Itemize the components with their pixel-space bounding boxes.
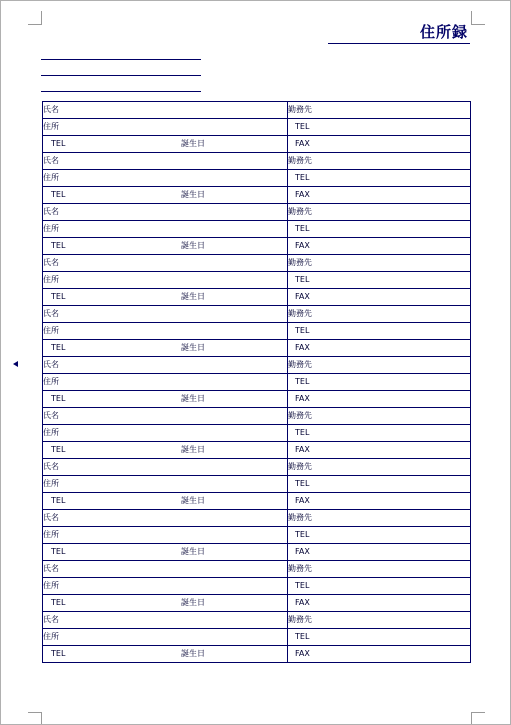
crop-mark-bottom-right-h	[471, 712, 485, 713]
entry-name-row	[43, 306, 471, 323]
entry-address-row	[43, 527, 471, 544]
address-label: 住所	[43, 224, 59, 233]
entry-tel-row	[43, 391, 471, 408]
work-tel-label: TEL	[295, 428, 310, 437]
entry-name-row	[43, 357, 471, 374]
address-label: 住所	[43, 173, 59, 182]
name-cell[interactable]	[43, 408, 288, 425]
fax-cell[interactable]	[288, 493, 471, 510]
birthday-label: 誕生日	[181, 598, 205, 607]
entry-name-row	[43, 204, 471, 221]
fax-cell[interactable]	[288, 391, 471, 408]
address-cell[interactable]	[43, 476, 288, 493]
birthday-label: 誕生日	[181, 343, 205, 352]
workplace-cell[interactable]	[288, 255, 471, 272]
workplace-label: 勤務先	[288, 411, 312, 420]
fax-cell[interactable]	[288, 544, 471, 561]
address-label: 住所	[43, 581, 59, 590]
work-tel-label: TEL	[295, 173, 310, 182]
tel-cell[interactable]	[43, 442, 288, 459]
fax-label: FAX	[295, 496, 310, 505]
name-label: 氏名	[43, 615, 59, 624]
fax-label: FAX	[295, 649, 310, 658]
work-tel-cell[interactable]	[288, 476, 471, 493]
address-label: 住所	[43, 377, 59, 386]
tel-cell[interactable]	[43, 340, 288, 357]
name-label: 氏名	[43, 360, 59, 369]
tel-cell[interactable]	[43, 646, 288, 663]
fax-label: FAX	[295, 292, 310, 301]
address-cell[interactable]	[43, 629, 288, 646]
tel-label: TEL	[51, 292, 66, 301]
entry-name-row	[43, 612, 471, 629]
name-cell[interactable]	[43, 102, 288, 119]
entry-tel-row	[43, 289, 471, 306]
name-cell[interactable]	[43, 306, 288, 323]
workplace-label: 勤務先	[288, 615, 312, 624]
address-book-table	[42, 101, 471, 663]
workplace-cell[interactable]	[288, 510, 471, 527]
workplace-label: 勤務先	[288, 309, 312, 318]
fax-label: FAX	[295, 190, 310, 199]
name-cell[interactable]	[43, 357, 288, 374]
birthday-label: 誕生日	[181, 190, 205, 199]
address-label: 住所	[43, 479, 59, 488]
fax-label: FAX	[295, 241, 310, 250]
workplace-cell[interactable]	[288, 102, 471, 119]
birthday-label: 誕生日	[181, 649, 205, 658]
entry-name-row	[43, 255, 471, 272]
entry-address-row	[43, 323, 471, 340]
tel-label: TEL	[51, 241, 66, 250]
tel-cell[interactable]	[43, 391, 288, 408]
work-tel-label: TEL	[295, 530, 310, 539]
work-tel-label: TEL	[295, 224, 310, 233]
name-label: 氏名	[43, 156, 59, 165]
tel-cell[interactable]	[43, 289, 288, 306]
address-label: 住所	[43, 326, 59, 335]
name-label: 氏名	[43, 105, 59, 114]
workplace-cell[interactable]	[288, 612, 471, 629]
entry-name-row	[43, 459, 471, 476]
fax-label: FAX	[295, 139, 310, 148]
work-tel-label: TEL	[295, 377, 310, 386]
workplace-label: 勤務先	[288, 105, 312, 114]
fax-cell[interactable]	[288, 238, 471, 255]
workplace-cell[interactable]	[288, 306, 471, 323]
tel-cell[interactable]	[43, 544, 288, 561]
workplace-label: 勤務先	[288, 513, 312, 522]
entry-tel-row	[43, 136, 471, 153]
name-cell[interactable]	[43, 459, 288, 476]
address-cell[interactable]	[43, 272, 288, 289]
crop-mark-top-left-h	[28, 24, 42, 25]
entry-tel-row	[43, 595, 471, 612]
workplace-label: 勤務先	[288, 258, 312, 267]
name-label: 氏名	[43, 309, 59, 318]
entry-address-row	[43, 476, 471, 493]
entry-tel-row	[43, 544, 471, 561]
workplace-cell[interactable]	[288, 357, 471, 374]
tel-label: TEL	[51, 496, 66, 505]
tel-label: TEL	[51, 547, 66, 556]
fax-cell[interactable]	[288, 646, 471, 663]
workplace-cell[interactable]	[288, 204, 471, 221]
tel-label: TEL	[51, 139, 66, 148]
name-cell[interactable]	[43, 255, 288, 272]
address-cell[interactable]	[43, 170, 288, 187]
entry-address-row	[43, 578, 471, 595]
entry-name-row	[43, 102, 471, 119]
entry-address-row	[43, 374, 471, 391]
work-tel-cell[interactable]	[288, 170, 471, 187]
workplace-cell[interactable]	[288, 408, 471, 425]
address-label: 住所	[43, 428, 59, 437]
crop-mark-bottom-right	[471, 712, 472, 724]
work-tel-label: TEL	[295, 326, 310, 335]
entry-tel-row	[43, 442, 471, 459]
workplace-label: 勤務先	[288, 360, 312, 369]
address-label: 住所	[43, 632, 59, 641]
work-tel-label: TEL	[295, 581, 310, 590]
name-label: 氏名	[43, 411, 59, 420]
blank-line-1[interactable]	[41, 59, 201, 60]
tel-cell[interactable]	[43, 238, 288, 255]
work-tel-cell[interactable]	[288, 578, 471, 595]
tel-cell[interactable]	[43, 595, 288, 612]
entry-address-row	[43, 272, 471, 289]
blank-line-2[interactable]	[41, 75, 201, 76]
entry-address-row	[43, 629, 471, 646]
work-tel-cell[interactable]	[288, 629, 471, 646]
address-cell[interactable]	[43, 374, 288, 391]
entry-address-row	[43, 221, 471, 238]
tel-cell[interactable]	[43, 493, 288, 510]
fax-cell[interactable]	[288, 187, 471, 204]
address-cell[interactable]	[43, 221, 288, 238]
entry-address-row	[43, 170, 471, 187]
workplace-label: 勤務先	[288, 207, 312, 216]
entry-name-row	[43, 408, 471, 425]
birthday-label: 誕生日	[181, 139, 205, 148]
work-tel-cell[interactable]	[288, 119, 471, 136]
crop-mark-bottom-left-h	[28, 712, 42, 713]
work-tel-cell[interactable]	[288, 272, 471, 289]
crop-mark-top-left	[41, 11, 42, 25]
work-tel-label: TEL	[295, 122, 310, 131]
name-label: 氏名	[43, 207, 59, 216]
address-label: 住所	[43, 530, 59, 539]
fax-label: FAX	[295, 547, 310, 556]
page-title: 住所録	[419, 23, 468, 41]
tel-cell[interactable]	[43, 187, 288, 204]
birthday-label: 誕生日	[181, 445, 205, 454]
name-label: 氏名	[43, 564, 59, 573]
address-label: 住所	[43, 275, 59, 284]
crop-mark-top-right-h	[471, 24, 485, 25]
address-cell[interactable]	[43, 425, 288, 442]
fax-cell[interactable]	[288, 289, 471, 306]
tel-label: TEL	[51, 445, 66, 454]
fax-label: FAX	[295, 445, 310, 454]
birthday-label: 誕生日	[181, 496, 205, 505]
address-cell[interactable]	[43, 578, 288, 595]
name-label: 氏名	[43, 462, 59, 471]
name-cell[interactable]	[43, 153, 288, 170]
entry-tel-row	[43, 187, 471, 204]
fax-cell[interactable]	[288, 136, 471, 153]
name-label: 氏名	[43, 258, 59, 267]
entry-address-row	[43, 119, 471, 136]
fax-cell[interactable]	[288, 595, 471, 612]
work-tel-cell[interactable]	[288, 374, 471, 391]
fax-cell[interactable]	[288, 442, 471, 459]
entry-name-row	[43, 561, 471, 578]
work-tel-label: TEL	[295, 479, 310, 488]
name-cell[interactable]	[43, 204, 288, 221]
crop-mark-top-right	[471, 11, 472, 25]
name-label: 氏名	[43, 513, 59, 522]
address-label: 住所	[43, 122, 59, 131]
work-tel-cell[interactable]	[288, 221, 471, 238]
tel-cell[interactable]	[43, 136, 288, 153]
work-tel-cell[interactable]	[288, 425, 471, 442]
tel-label: TEL	[51, 649, 66, 658]
fax-label: FAX	[295, 394, 310, 403]
work-tel-label: TEL	[295, 275, 310, 284]
name-cell[interactable]	[43, 510, 288, 527]
entry-tel-row	[43, 646, 471, 663]
workplace-label: 勤務先	[288, 156, 312, 165]
address-cell[interactable]	[43, 119, 288, 136]
crop-mark-bottom-left	[41, 712, 42, 724]
birthday-label: 誕生日	[181, 394, 205, 403]
birthday-label: 誕生日	[181, 547, 205, 556]
entry-tel-row	[43, 493, 471, 510]
tel-label: TEL	[51, 343, 66, 352]
entry-name-row	[43, 153, 471, 170]
entry-name-row	[43, 510, 471, 527]
fax-label: FAX	[295, 598, 310, 607]
work-tel-cell[interactable]	[288, 527, 471, 544]
workplace-cell[interactable]	[288, 459, 471, 476]
tel-label: TEL	[51, 598, 66, 607]
name-cell[interactable]	[43, 561, 288, 578]
work-tel-label: TEL	[295, 632, 310, 641]
fax-label: FAX	[295, 343, 310, 352]
entry-tel-row	[43, 340, 471, 357]
blank-line-3[interactable]	[41, 91, 201, 92]
birthday-label: 誕生日	[181, 292, 205, 301]
workplace-label: 勤務先	[288, 564, 312, 573]
workplace-cell[interactable]	[288, 153, 471, 170]
paragraph-marker-icon	[13, 361, 18, 367]
address-cell[interactable]	[43, 527, 288, 544]
entry-address-row	[43, 425, 471, 442]
tel-label: TEL	[51, 190, 66, 199]
tel-label: TEL	[51, 394, 66, 403]
workplace-label: 勤務先	[288, 462, 312, 471]
title-underline	[328, 43, 470, 44]
work-tel-cell[interactable]	[288, 323, 471, 340]
address-cell[interactable]	[43, 323, 288, 340]
name-cell[interactable]	[43, 612, 288, 629]
fax-cell[interactable]	[288, 340, 471, 357]
workplace-cell[interactable]	[288, 561, 471, 578]
entry-tel-row	[43, 238, 471, 255]
birthday-label: 誕生日	[181, 241, 205, 250]
